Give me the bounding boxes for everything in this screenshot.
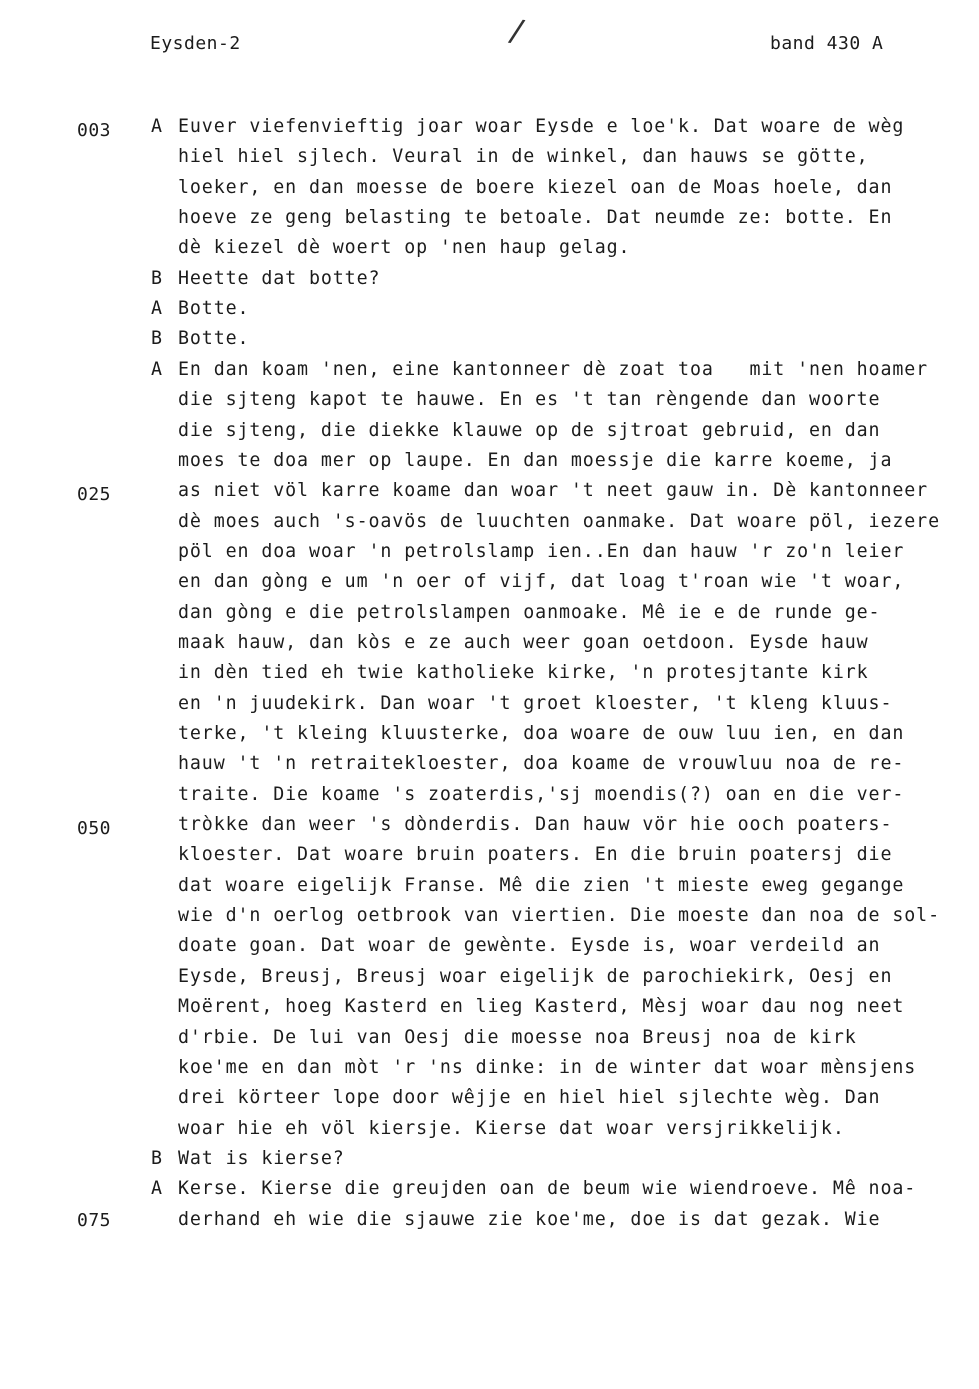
line-text: doate goan. Dat woar de gewènte. Eysde is, woar verdeild an [178, 935, 881, 957]
line-text: dan gòng e die petrolslampen oanmoake. Mê ie e de runde ge- [178, 601, 881, 623]
transcript-line [0, 901, 979, 931]
transcript-line [0, 962, 979, 992]
line-text: Moërent, hoeg Kasterd en lieg Kasterd, Mèsj woar dau nog neet [178, 996, 905, 1018]
line-text: dè kiezel dè woert op 'nen haup gelag. [178, 237, 631, 259]
line-text: woar hie eh völ kiersje. Kierse dat woar versjrikkelijk. [178, 1117, 845, 1139]
line-text: Kerse. Kierse die greujden oan de beum wie wiendroeve. Mê noa- [178, 1178, 917, 1200]
line-text: wie d'n oerlog oetbrook van viertien. Die moeste dan noa de sol- [178, 905, 940, 927]
line-text: die sjteng kapot te hauwe. En es 't tan rèngende dan woorte [178, 389, 881, 411]
transcript-line [0, 476, 979, 506]
transcript-line [0, 112, 979, 142]
line-text: d'rbie. De lui van Oesj die moesse noa Breusj noa de kirk [178, 1026, 857, 1048]
transcript-line [0, 1083, 979, 1113]
line-text: hauw 't 'n retraitekloester, doa koame de vrouwluu noa de re- [178, 753, 905, 775]
transcript-line [0, 598, 979, 628]
line-text: in dèn tied eh twie katholieke kirke, 'n protesjtante kirk [178, 662, 869, 684]
speaker-label: B [151, 267, 163, 289]
line-text: hoeve ze geng belasting te betoale. Dat neumde ze: botte. En [178, 207, 893, 229]
transcript-line [0, 567, 979, 597]
line-text: traite. Die koame 's zoaterdis,'sj moendis(?) oan en die ver- [178, 783, 905, 805]
tape-reference: band 430 A [770, 33, 884, 54]
line-text: Eysde, Breusj, Breusj woar eigelijk de parochiekirk, Oesj en [178, 965, 893, 987]
line-text: hiel hiel sjlech. Veural in de winkel, dan hauws se götte, [178, 146, 869, 168]
transcript-line [0, 810, 979, 840]
line-text: drei körteer lope door wêjje en hiel hiel sjlechte wèg. Dan [178, 1087, 881, 1109]
transcript-line [0, 1023, 979, 1053]
line-text: en dan gòng e um 'n oer of vijf, dat loag t'roan wie 't woar, [178, 571, 905, 593]
line-text: kloester. Dat woare bruin poaters. En die bruin poatersj die [178, 844, 893, 866]
line-text: maak hauw, dan kòs e ze auch weer goan oetdoon. Eysde hauw [178, 631, 869, 653]
line-text: Botte. [178, 328, 250, 350]
transcript-line [0, 142, 979, 172]
header-slash-mark: / [505, 12, 529, 51]
line-text: En dan koam 'nen, eine kantonneer dè zoat toa mit 'nen hoamer [178, 358, 929, 380]
line-number-025: 025 [77, 484, 112, 505]
transcript-line [0, 689, 979, 719]
transcript-line [0, 173, 979, 203]
transcript-line [0, 780, 979, 810]
transcript-line [0, 1053, 979, 1083]
line-number-003: 003 [77, 120, 112, 141]
line-text: loeker, en dan moesse de boere kiezel oan de Moas hoele, dan [178, 176, 893, 198]
line-text: Heette dat botte? [178, 267, 381, 289]
line-text: dat woare eigelijk Franse. Mê die zien 't mieste eweg gegange [178, 874, 905, 896]
transcript-line [0, 416, 979, 446]
transcript-line [0, 840, 979, 870]
transcript-line [0, 294, 979, 324]
line-text: derhand eh wie die sjauwe zie koe'me, doe is dat gezak. Wie [178, 1208, 881, 1230]
line-text: terke, 't kleing kluusterke, doa woare de ouw luu ien, en dan [178, 723, 905, 744]
speaker-label: A [151, 298, 163, 320]
line-text: koe'me en dan mòt 'r 'ns dinke: in de winter dat woar mènsjens [178, 1056, 917, 1078]
transcript-line [0, 507, 979, 537]
line-text: moes te doa mer op laupe. En dan moessje die karre koeme, ja [178, 449, 893, 471]
transcript-line [0, 871, 979, 901]
transcript-line [0, 992, 979, 1022]
transcript-line [0, 931, 979, 961]
speaker-label: B [151, 1147, 163, 1169]
transcript-line [0, 537, 979, 567]
transcript-line [0, 203, 979, 233]
transcript-line [0, 324, 979, 354]
transcript-line [0, 658, 979, 688]
transcript-line [0, 719, 979, 749]
transcript-line [0, 446, 979, 476]
line-text: Euver viefenvieftig joar woar Eysde e loe'k. Dat woare de wèg [178, 116, 905, 137]
line-number-050: 050 [77, 818, 112, 839]
line-text: Wat is kierse? [178, 1147, 345, 1169]
line-number-075: 075 [77, 1210, 112, 1231]
transcript-line [0, 355, 979, 385]
transcript-line [0, 233, 979, 263]
speaker-label: A [151, 116, 163, 137]
transcript-line [0, 749, 979, 779]
transcript-line [0, 385, 979, 415]
speaker-label: A [151, 358, 163, 380]
transcript-line [0, 1174, 979, 1204]
speaker-label: B [151, 328, 163, 350]
line-text: tròkke dan weer 's dònderdis. Dan hauw vör hie ooch poaters- [178, 814, 893, 836]
line-text: dè moes auch 's-oavös de luuchten oanmake. Dat woare pöl, iezere [178, 510, 940, 532]
transcript-line [0, 1144, 979, 1174]
transcript-line [0, 264, 979, 294]
transcript-line [0, 628, 979, 658]
line-text: en 'n juudekirk. Dan woar 't groet kloester, 't kleng kluus- [178, 692, 893, 714]
line-text: as niet völ karre koame dan woar 't neet gauw in. Dè kantonneer [178, 480, 929, 502]
line-text: die sjteng, die diekke klauwe op de sjtroat gebruid, en dan [178, 419, 881, 441]
speaker-label: A [151, 1178, 163, 1200]
line-text: pöl en doa woar 'n petrolslamp ien..En dan hauw 'r zo'n leier [178, 540, 905, 562]
transcript-line [0, 1114, 979, 1144]
line-text: Botte. [178, 298, 250, 320]
document-header-left: Eysden-2 [150, 33, 241, 54]
transcript-line [0, 1205, 979, 1235]
